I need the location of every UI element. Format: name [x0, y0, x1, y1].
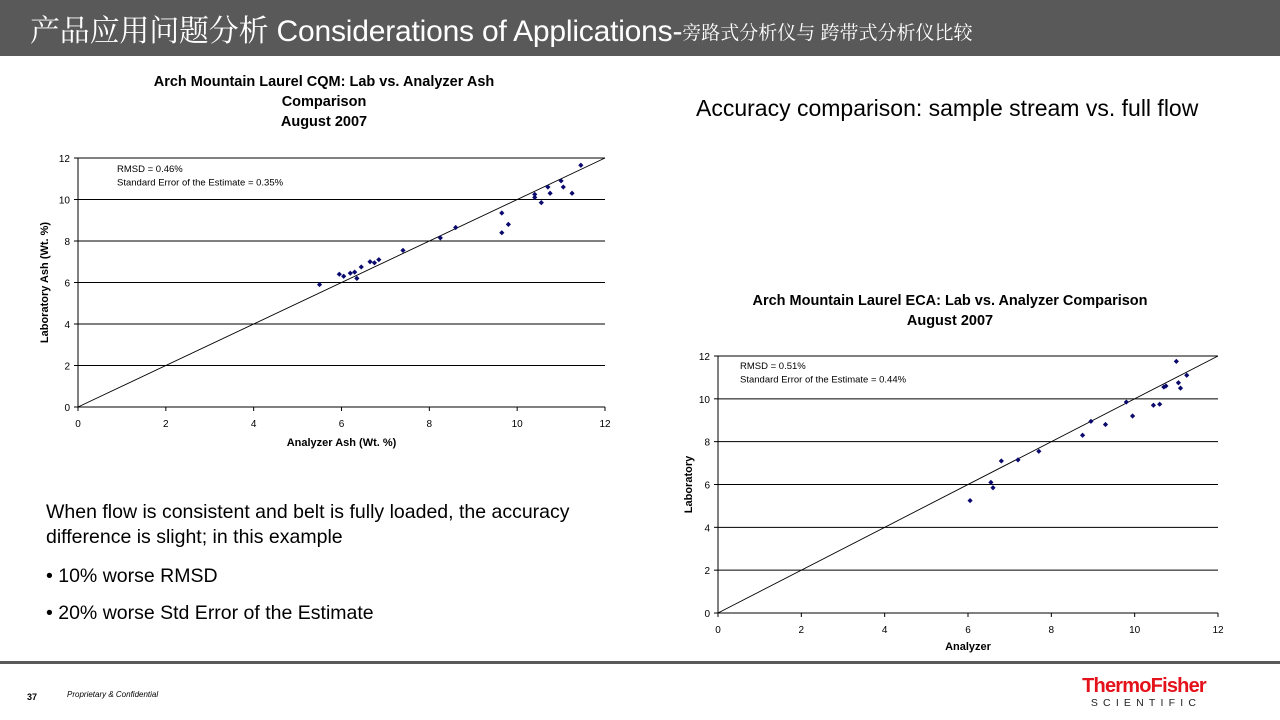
- logo-subtitle: SCIENTIFIC: [1090, 697, 1202, 709]
- slide-subtitle: 旁路式分析仪与 跨带式分析仪比较: [682, 22, 973, 44]
- explanation-paragraph: When flow is consistent and belt is fully loaded, the accuracy difference is slight; in this example: [46, 501, 570, 548]
- x-axis-title: Analyzer: [945, 641, 991, 653]
- data-point: [1130, 413, 1135, 418]
- x-tick-label: 0: [715, 625, 721, 636]
- chart-1-title-line: Arch Mountain Laurel CQM: Lab vs. Analyzer Ash: [153, 74, 495, 90]
- bullet-std-error: • 20% worse Std Error of the Estimate: [46, 602, 374, 624]
- data-point: [999, 458, 1004, 463]
- logo-wordmark: ThermoFisher: [1082, 675, 1206, 697]
- chart-annotation: RMSD = 0.46%: [117, 164, 183, 175]
- data-point: [1151, 403, 1156, 408]
- y-tick-label: 0: [64, 403, 70, 414]
- y-tick-label: 12: [698, 352, 710, 363]
- chart-annotation: Standard Error of the Estimate = 0.35%: [117, 177, 284, 189]
- x-tick-label: 8: [426, 419, 433, 430]
- x-tick-label: 6: [965, 625, 971, 636]
- x-tick-label: 6: [338, 419, 345, 430]
- x-tick-label: 0: [75, 419, 81, 430]
- thermo-fisher-logo: [1078, 676, 1210, 710]
- x-axis-title: Analyzer Ash (Wt. %): [286, 437, 397, 449]
- footer-divider: [0, 661, 1280, 664]
- y-tick-label: 2: [64, 361, 70, 373]
- x-tick-label: 2: [163, 419, 169, 430]
- y-tick-label: 10: [698, 394, 710, 406]
- data-point: [1080, 433, 1085, 438]
- y-tick-label: 6: [704, 480, 710, 492]
- data-point: [990, 485, 995, 490]
- data-point: [1176, 380, 1181, 385]
- data-point: [1174, 359, 1179, 364]
- y-tick-label: 12: [58, 154, 70, 165]
- chart-1-title-line: Comparison: [281, 94, 367, 110]
- chart-2-title-line: August 2007: [906, 313, 994, 329]
- chart-2-title-line: Arch Mountain Laurel ECA: Lab vs. Analyzer Comparison: [752, 293, 1148, 309]
- chart-annotation: Standard Error of the Estimate = 0.44%: [740, 374, 907, 386]
- bullet-rmsd: • 10% worse RMSD: [46, 565, 218, 587]
- x-tick-label: 10: [511, 419, 523, 430]
- y-tick-label: 4: [64, 320, 70, 331]
- x-tick-label: 8: [1048, 625, 1055, 636]
- y-tick-label: 2: [704, 566, 710, 578]
- y-tick-label: 10: [58, 195, 70, 207]
- data-point: [1103, 422, 1108, 427]
- chart-1-title-line: August 2007: [280, 114, 368, 130]
- y-axis-title: Laboratory Ash (Wt. %): [39, 221, 51, 344]
- x-tick-label: 12: [1212, 625, 1224, 636]
- slide-title: 产品应用问题分析 Considerations of Applications-: [30, 15, 683, 48]
- y-tick-label: 6: [64, 278, 70, 290]
- data-point: [967, 498, 972, 503]
- x-tick-label: 4: [881, 625, 888, 636]
- data-point: [1157, 402, 1162, 407]
- y-axis-title: Laboratory: [683, 455, 695, 514]
- y-tick-label: 8: [704, 437, 710, 449]
- x-tick-label: 4: [250, 419, 257, 430]
- chart-annotation: RMSD = 0.51%: [740, 361, 806, 372]
- x-tick-label: 12: [599, 419, 611, 430]
- data-point: [1178, 386, 1183, 391]
- data-point: [1088, 419, 1093, 424]
- accuracy-comparison-heading: Accuracy comparison: sample stream vs. full flow: [696, 95, 1199, 121]
- x-tick-label: 10: [1129, 625, 1141, 636]
- page-number: 37: [27, 692, 38, 702]
- y-tick-label: 0: [704, 609, 710, 620]
- y-tick-label: 4: [704, 523, 710, 535]
- y-tick-label: 8: [64, 237, 70, 248]
- x-tick-label: 2: [798, 625, 805, 636]
- confidential-notice: Proprietary & Confidential: [67, 690, 159, 699]
